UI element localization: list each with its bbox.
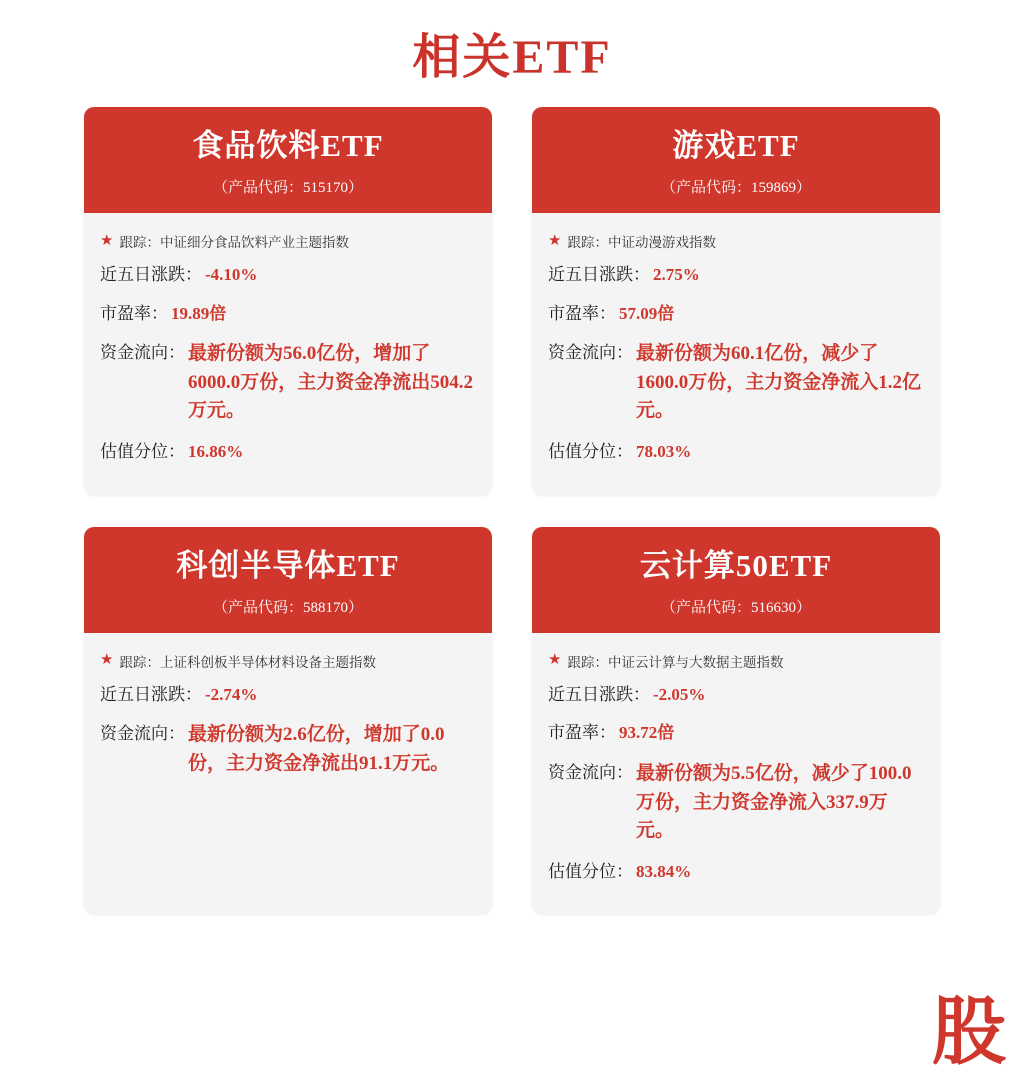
etf-card-grid [0,107,1024,914]
five-day-label: 近五日涨跌： [548,265,650,285]
flow-row [100,721,476,778]
track-label: 跟踪： [567,235,608,251]
etf-card-body [84,213,492,494]
valuation-value: 16.86% [188,441,244,461]
page-title: 相关ETF [412,31,612,84]
etf-card[interactable] [84,527,492,915]
track-row [100,647,476,671]
valuation-row [100,440,476,465]
pe-label: 市盈率： [100,303,168,323]
pe-row [548,302,924,327]
pe-label: 市盈率： [548,723,616,743]
etf-card-header [84,107,492,213]
star-icon: ★ [100,232,114,249]
flow-value: 最新份额为60.1亿份，减少了1600.0万份，主力资金净流入1.2亿元。 [636,343,922,422]
five-day-row [548,683,924,708]
pe-label: 市盈率： [548,303,616,323]
flow-row [548,760,924,846]
valuation-label: 估值分位： [548,441,633,461]
etf-code: （产品代码：588170） [212,599,363,616]
etf-card-body [532,633,940,914]
flow-label: 资金流向： [548,343,633,363]
etf-card-header [532,527,940,633]
track-label: 跟踪： [119,654,160,670]
etf-name: 游戏ETF [672,128,800,163]
etf-card[interactable] [532,107,940,495]
flow-label: 资金流向： [100,724,185,744]
five-day-label: 近五日涨跌： [548,684,650,704]
five-day-value: -4.10% [205,265,258,285]
valuation-value: 78.03% [636,441,692,461]
track-value: 中证动漫游戏指数 [607,235,716,251]
star-icon: ★ [548,652,562,669]
pe-value: 93.72倍 [619,723,675,743]
track-value: 中证细分食品饮料产业主题指数 [159,235,349,251]
flow-value: 最新份额为2.6亿份，增加了0.0份，主力资金净流出91.1万元。 [188,724,450,774]
pe-row [100,302,476,327]
etf-name: 云计算50ETF [639,547,833,583]
valuation-label: 估值分位： [100,441,185,461]
etf-card[interactable] [84,107,492,495]
etf-code: （产品代码：515170） [212,180,363,197]
valuation-row [548,440,924,465]
etf-card-header [532,107,940,213]
valuation-value: 83.84% [636,861,692,881]
star-icon: ★ [100,652,114,669]
flow-value: 最新份额为56.0亿份，增加了6000.0万份，主力资金净流出504.2万元。 [188,343,474,422]
five-day-value: 2.75% [653,265,700,285]
flow-value: 最新份额为5.5亿份，减少了100.0万份，主力资金净流入337.9万元。 [636,763,912,842]
flow-label: 资金流向： [548,763,633,783]
flow-row [548,340,924,426]
five-day-value: -2.05% [653,684,706,704]
watermark-logo: 股 [932,992,1004,1074]
five-day-label: 近五日涨跌： [100,265,202,285]
star-icon: ★ [548,232,562,249]
valuation-row [548,860,924,885]
pe-row [548,721,924,746]
valuation-label: 估值分位： [548,861,633,881]
etf-name: 科创半导体ETF [176,547,400,583]
etf-card-body [532,213,940,494]
etf-code: （产品代码：516630） [660,599,811,616]
five-day-row [100,683,476,708]
track-value: 中证云计算与大数据主题指数 [607,654,784,670]
track-label: 跟踪： [567,654,608,670]
etf-card-body [84,633,492,914]
track-label: 跟踪： [119,235,160,251]
etf-card-header [84,527,492,633]
pe-value: 57.09倍 [619,303,675,323]
flow-label: 资金流向： [100,343,185,363]
etf-name: 食品饮料ETF [192,128,384,163]
etf-card[interactable] [532,527,940,915]
etf-code: （产品代码：159869） [660,180,811,197]
flow-row [100,340,476,426]
track-value: 上证科创板半导体材料设备主题指数 [159,654,376,670]
five-day-value: -2.74% [205,684,258,704]
track-row [100,227,476,251]
five-day-label: 近五日涨跌： [100,684,202,704]
five-day-row [548,263,924,288]
pe-value: 19.89倍 [171,303,227,323]
five-day-row [100,263,476,288]
track-row [548,647,924,671]
track-row [548,227,924,251]
